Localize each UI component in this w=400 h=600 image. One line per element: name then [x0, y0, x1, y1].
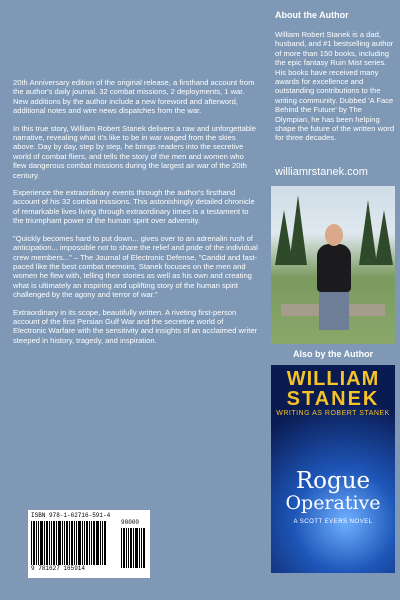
barcode-stripe	[82, 521, 83, 565]
price-stripe	[133, 528, 134, 568]
price-stripe	[130, 528, 132, 568]
barcode-stripe	[31, 521, 32, 565]
about-author-text: William Robert Stanek is a dad, husband, and #1 bestselling author of more than 150 books, including the epic fantasy Ruin Mist series. His books have received many awards for excellence and outstanding contributions to the writing community. Dubbed 'A Face Behind the Future' by The Olympian, he has been helping shape the future of the written word for three decades.	[275, 30, 395, 143]
blurb-review-quote: "Quickly becomes hard to put down... gives over to an adrenalin rush of anticipation... impossible not to share the relief and pride of the individual crew members..." – The Journal of Electronic Defense, "Candid and fast-paced like the best combat memoirs, Stanek focuses on the men and women he flew with, telling their stories as well as his own and creating what is ultimately an inspiring and uplifting story of the human spirit challenged by the agony and terror of war."	[13, 233, 258, 300]
price-stripe	[135, 528, 138, 568]
person-legs	[319, 290, 349, 330]
tree-shape	[375, 210, 393, 265]
isbn-barcode	[28, 510, 118, 578]
barcode-stripe	[64, 521, 65, 565]
barcode-stripe	[91, 521, 92, 565]
author-website: williamrstanek.com	[275, 166, 368, 178]
barcode-stripe	[100, 521, 101, 565]
blurb-text	[13, 78, 258, 353]
isbn-number: ISBN 978-1-62716-591-4	[31, 512, 111, 519]
person-torso	[317, 244, 351, 292]
barcode-stripe	[84, 521, 85, 565]
barcode-stripe	[102, 521, 103, 565]
author-photo	[271, 186, 395, 344]
blurb-paragraph-5: Extraordinary in its scope, beautifully written. A riveting first-person account of the first Persian Gulf War and the secretive world of Electronic Warfare with the sensitivity and insights of an acclaimed writer steeped in history, tragedy, and inspiration.	[13, 307, 258, 345]
barcode-stripe	[78, 521, 81, 565]
barcode-stripe	[49, 521, 50, 565]
barcode-stripe	[53, 521, 55, 565]
barcode-stripe	[33, 521, 35, 565]
tree-shape	[289, 195, 307, 265]
book-cover-rogue-operative	[271, 365, 395, 573]
barcode-stripe	[93, 521, 95, 565]
barcode-stripe	[71, 521, 73, 565]
cover-author-first: WILLIAM	[286, 368, 380, 390]
cover-title-line1: Rogue	[295, 468, 371, 494]
blurb-paragraph-2: In this true story, William Robert Stanek delivers a raw and unforgettable narrative, revealing what it's like to be in war waged from the skies above. Day by day, step by step, he brings readers into the secretive world of combat fliers, and tells the story of the men and women who flew dangerous combat missions during the largest air war of the 20th century.	[13, 123, 256, 180]
price-code: 90000	[121, 519, 140, 526]
barcode-stripe	[38, 521, 39, 565]
cover-author-last: STANEK	[286, 388, 380, 410]
blurb-paragraph-1: 20th Anniversary edition of the original release, a firsthand account from the author's daily journal. 32 combat missions, 2 deployments, 1 war. New additions by the author include a new foreword and afterword, additional notes and wire news dispatches from the war.	[13, 78, 255, 116]
barcode-stripe	[51, 521, 52, 565]
price-stripe	[143, 528, 145, 568]
barcode-digits: 9 781627 165914	[31, 565, 86, 572]
price-stripe	[141, 528, 142, 568]
barcode-stripe	[40, 521, 43, 565]
also-by-author-heading: Also by the Author	[293, 349, 374, 359]
barcode-stripe	[66, 521, 68, 565]
price-stripe	[126, 528, 127, 568]
barcode-stripe	[89, 521, 90, 565]
barcode-stripe	[44, 521, 45, 565]
barcode-stripe	[69, 521, 70, 565]
barcode-stripe	[104, 521, 106, 565]
cover-title-line2: Operative	[285, 492, 381, 514]
barcode-stripe	[36, 521, 37, 565]
price-barcode	[118, 510, 150, 578]
barcode-stripe	[46, 521, 48, 565]
person-head	[325, 224, 343, 246]
barcode-stripe	[96, 521, 99, 565]
price-bars	[121, 528, 150, 568]
barcode-stripe	[74, 521, 75, 565]
barcode-bars	[31, 521, 115, 565]
barcode-stripe	[76, 521, 77, 565]
price-stripe	[139, 528, 140, 568]
about-author-heading: About the Author	[275, 10, 349, 20]
barcode-stripe	[58, 521, 61, 565]
barcode-stripe	[56, 521, 57, 565]
price-stripe	[128, 528, 129, 568]
barcode-stripe	[62, 521, 63, 565]
cover-series: A SCOTT EVERS NOVEL	[293, 519, 373, 525]
price-stripe	[121, 528, 122, 568]
cover-writing-as: WRITING AS ROBERT STANEK	[276, 410, 390, 417]
blurb-paragraph-3: Experience the extraordinary events through the author's firsthand account of his 32 combat missions. This astonishingly detailed chronicle of remarkable lives living through extraordinary times is a testament to the triumphant power of the human spirit over adversity.	[13, 188, 255, 226]
price-stripe	[123, 528, 125, 568]
barcode-stripe	[86, 521, 88, 565]
